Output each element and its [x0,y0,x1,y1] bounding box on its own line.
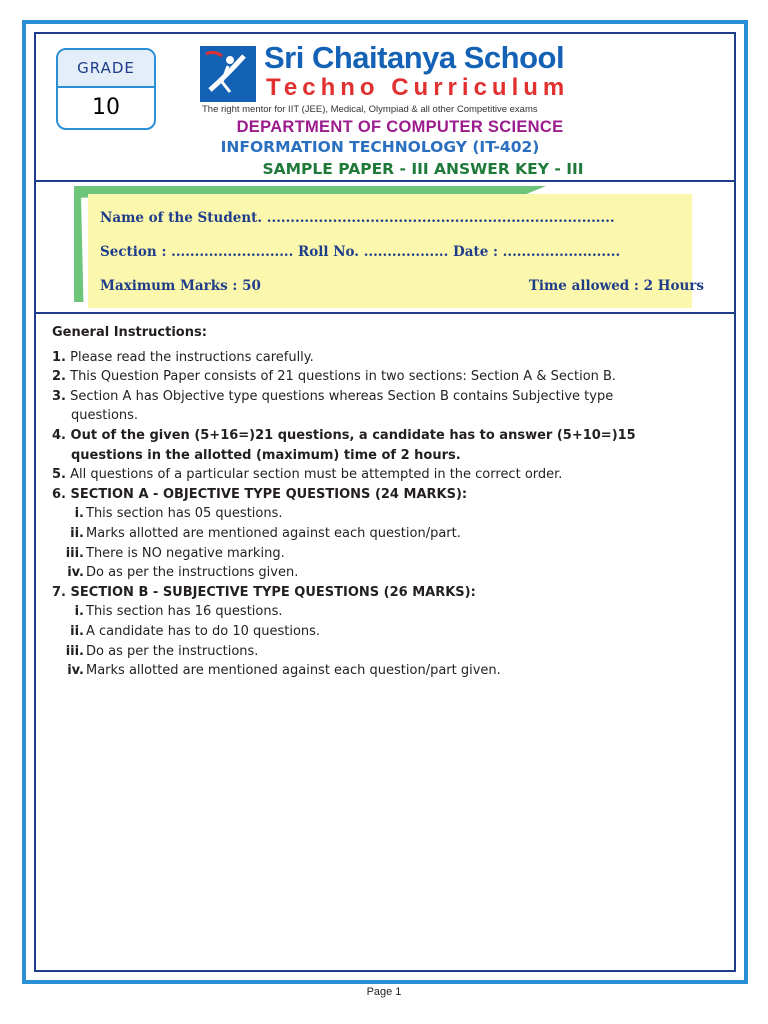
item-text: Section A has Objective type questions whereas Section B contains Subjective type [70,388,614,404]
student-info-box [88,194,704,308]
section-b-item [52,602,692,622]
sub-item-number: i. [74,604,84,620]
max-marks: Maximum Marks : 50 [100,278,261,294]
item-number: 7. [52,584,66,600]
sub-item-number: iv. [67,663,84,679]
instruction-item [52,348,692,368]
page-border-inner [34,32,736,972]
sub-item-text: This section has 16 questions. [86,604,283,620]
grade-label: GRADE [58,50,154,88]
sub-item-text: A candidate has to do 10 questions. [86,623,321,639]
subject-title: INFORMATION TECHNOLOGY (IT-402) [220,138,540,156]
student-name-line: Name of the Student. .......................................................................... [100,210,615,226]
sub-item-text: There is NO negative marking. [86,545,285,561]
instruction-item [52,367,692,387]
item-text: Out of the given (5+16=)21 questions, a candidate has to answer (5+10=)15 [70,427,636,443]
sub-item-number: i. [74,506,84,522]
sub-item-number: iv. [67,565,84,581]
item-text: SECTION A - OBJECTIVE TYPE QUESTIONS (24 MARKS): [70,486,468,502]
section-roll-date-line: Section : .......................... Roll No. .................. Date : ......................... [100,244,621,260]
section-b-heading [52,583,692,603]
instructions-heading: General Instructions: [52,325,207,340]
sub-item-text: Do as per the instructions. [86,643,259,659]
department-title: DEPARTMENT OF COMPUTER SCIENCE [236,118,564,136]
time-allowed: Time allowed : 2 Hours [528,278,704,294]
section-a-item [52,563,692,583]
instruction-item [52,426,692,446]
section-a-item [52,544,692,564]
page-border-outer [22,20,748,984]
grade-value: 10 [92,95,120,120]
item-text: SECTION B - SUBJECTIVE TYPE QUESTIONS (26 MARKS): [70,584,476,600]
section-b-item [52,622,692,642]
general-instructions [52,323,692,681]
item-text: Please read the instructions carefully. [70,349,314,365]
page-number: Page 1 [366,986,402,998]
sub-item-text: Marks allotted are mentioned against each question/part given. [86,663,501,679]
instruction-item [52,387,692,407]
paper-title: SAMPLE PAPER - III ANSWER KEY - III [262,160,584,178]
item-number: 6. [52,486,66,502]
instruction-item [52,465,692,485]
sub-item-text: This section has 05 questions. [86,506,283,522]
sub-item-number: iii. [65,545,84,561]
section-b-item [52,642,692,662]
section-a-heading [52,485,692,505]
sub-item-text: Do as per the instructions given. [86,565,299,581]
instruction-continuation: questions in the allotted (maximum) time of 2 hours. [71,447,461,463]
instruction-continuation: questions. [71,408,139,424]
curriculum-name: Techno Curriculum [266,74,570,101]
header-divider [36,180,734,182]
sub-item-text: Marks allotted are mentioned against each question/part. [86,525,461,541]
sub-item-number: ii. [70,525,84,541]
school-logo-icon [200,46,256,102]
school-tagline: The right mentor for IIT (JEE), Medical, Olympiad & all other Competitive exams [202,104,538,115]
school-name: Sri Chaitanya School [264,40,565,75]
item-text: This Question Paper consists of 21 questions in two sections: Section A & Section B. [70,369,617,385]
item-number: 3. [52,388,66,404]
item-number: 4. [52,427,66,443]
section-b-item [52,661,692,681]
info-divider [36,312,734,314]
item-number: 1. [52,349,66,365]
item-text: All questions of a particular section must be attempted in the correct order. [70,467,563,483]
item-number: 2. [52,369,66,385]
item-number: 5. [52,467,66,483]
section-a-item [52,504,692,524]
section-a-item [52,524,692,544]
sub-item-number: ii. [70,623,84,639]
sub-item-number: iii. [65,643,84,659]
